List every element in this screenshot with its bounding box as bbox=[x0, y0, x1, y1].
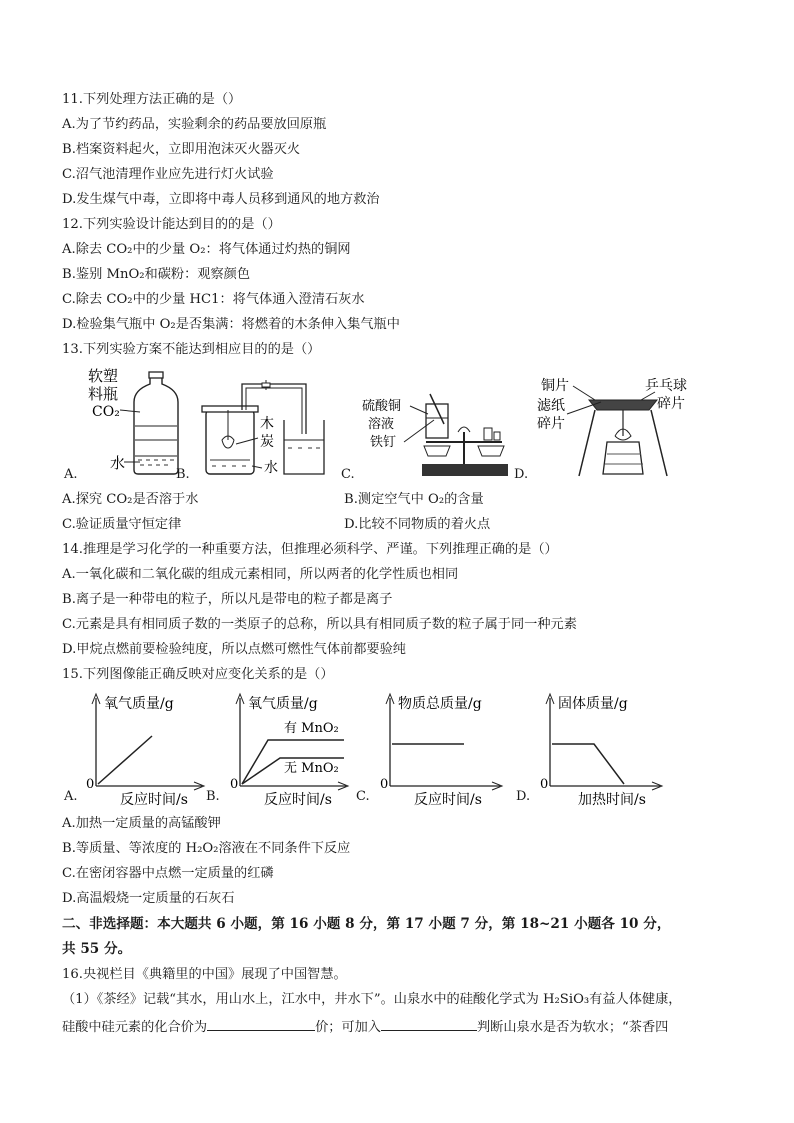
figb-label-1: 木 bbox=[260, 416, 274, 432]
q13-figure-c bbox=[360, 384, 510, 480]
q15-letter-b: B. bbox=[206, 789, 220, 804]
q13-figure-a bbox=[86, 364, 186, 480]
q15-letter-a: A. bbox=[64, 789, 78, 804]
q13-option-d: D.比较不同物质的着火点 bbox=[344, 517, 491, 532]
chart-a-xlabel: 反应时间/s bbox=[120, 792, 188, 806]
q13-letter-d: D. bbox=[514, 467, 529, 482]
q14-option-d: D.甲烷点燃前要检验纯度，所以点燃可燃性气体前都要验纯 bbox=[62, 642, 406, 657]
q13-figure-b bbox=[196, 380, 336, 480]
q16-p2-part-b: 价；可加入 bbox=[315, 1020, 381, 1035]
q12-stem: 12.下列实验设计能达到目的的是（） bbox=[62, 217, 281, 232]
q13-stem: 13.下列实验方案不能达到相应目的的是（） bbox=[62, 342, 321, 357]
q15-stem: 15.下列图像能正确反映对应变化关系的是（） bbox=[62, 667, 334, 682]
q13-option-a: A.探究 CO₂是否溶于水 bbox=[62, 492, 199, 507]
chart-b-xlabel: 反应时间/s bbox=[264, 792, 332, 806]
q16-p2-part-c: 判断山泉水是否为软水；“茶香四 bbox=[477, 1020, 669, 1035]
q15-option-d: D.高温煅烧一定质量的石灰石 bbox=[62, 891, 235, 906]
chart-c-origin: 0 bbox=[380, 777, 389, 792]
chart-a-origin: 0 bbox=[86, 777, 95, 792]
section2-heading-line2: 共 55 分。 bbox=[62, 941, 132, 957]
q11-option-a: A.为了节约药品，实验剩余的药品要放回原瓶 bbox=[62, 117, 327, 132]
q11-stem: 11.下列处理方法正确的是（） bbox=[62, 92, 242, 107]
chart-b-ylabel: 氧气质量/g bbox=[248, 696, 318, 712]
chart-d-xlabel: 加热时间/s bbox=[578, 792, 646, 806]
q16-paragraph-2 bbox=[62, 1016, 668, 1037]
q13-letter-b: B. bbox=[176, 467, 190, 482]
figc-label-3: 铁钉 bbox=[370, 435, 397, 450]
q11-option-d: D.发生煤气中毒，立即将中毒人员移到通风的地方救治 bbox=[62, 192, 380, 207]
q15-chart-a bbox=[84, 690, 208, 806]
q15-option-b: B.等质量、等浓度的 H₂O₂溶液在不同条件下反应 bbox=[62, 841, 351, 856]
figb-label-3: 水 bbox=[264, 460, 278, 476]
q16-blank-2[interactable] bbox=[381, 1016, 477, 1031]
q13-letter-c: C. bbox=[341, 467, 355, 482]
q16-p2-part-a: 硅酸中硅元素的化合价为 bbox=[62, 1020, 208, 1035]
q13-option-c: C.验证质量守恒定律 bbox=[62, 517, 182, 532]
q14-option-c: C.元素是具有相同质子数的一类原子的总称，所以具有相同质子数的粒子属于同一种元素 bbox=[62, 617, 577, 632]
q12-option-a: A.除去 CO₂中的少量 O₂：将气体通过灼热的铜网 bbox=[62, 242, 351, 257]
section2-heading-line1: 二、非选择题：本大题共 6 小题，第 16 小题 8 分，第 17 小题 7 分，第 18~21 小题各 10 分， bbox=[62, 916, 671, 932]
chart-c-xlabel: 反应时间/s bbox=[414, 792, 482, 806]
figd-label-3: 碎片 bbox=[657, 396, 685, 412]
chart-c-ylabel: 物质总质量/g bbox=[398, 696, 482, 712]
q16-blank-1[interactable] bbox=[207, 1016, 315, 1031]
chart-a-ylabel: 氧气质量/g bbox=[104, 696, 174, 712]
q14-stem: 14.推理是学习化学的一种重要方法，但推理必须科学、严谨。下列推理正确的是（） bbox=[62, 542, 558, 557]
q11-option-b: B.档案资料起火，立即用泡沫灭火器灭火 bbox=[62, 142, 301, 157]
q13-letter-a: A. bbox=[64, 467, 78, 482]
chart-b-curve-bottom: 无 MnO₂ bbox=[284, 761, 339, 776]
q15-chart-c bbox=[378, 690, 508, 806]
chart-d-ylabel: 固体质量/g bbox=[558, 696, 628, 712]
q12-option-b: B.鉴别 MnO₂和碳粉：观察颜色 bbox=[62, 267, 251, 282]
figc-label-1: 硫酸铜 bbox=[362, 399, 402, 414]
q15-letter-c: C. bbox=[356, 789, 370, 804]
figa-label-2: 料瓶 bbox=[88, 385, 119, 403]
figd-label-4: 滤纸 bbox=[537, 398, 565, 414]
figd-label-5: 碎片 bbox=[537, 416, 565, 432]
q15-chart-d bbox=[538, 690, 668, 806]
q11-option-c: C.沼气池清理作业应先进行灯火试验 bbox=[62, 167, 274, 182]
figa-label-3: CO₂ bbox=[92, 404, 120, 420]
figc-label-2: 溶液 bbox=[368, 417, 395, 432]
figa-label-4: 水 bbox=[110, 454, 126, 472]
q16-stem: 16.央视栏目《典籍里的中国》展现了中国智慧。 bbox=[62, 967, 347, 982]
q13-option-b: B.测定空气中 O₂的含量 bbox=[344, 492, 484, 507]
chart-b-origin: 0 bbox=[230, 777, 239, 792]
chart-b-curve-top: 有 MnO₂ bbox=[284, 721, 339, 736]
q13-figure-d bbox=[535, 376, 705, 480]
q14-option-a: A.一氧化碳和二氧化碳的组成元素相同，所以两者的化学性质也相同 bbox=[62, 567, 459, 582]
q15-chart-b bbox=[228, 690, 352, 806]
q12-option-c: C.除去 CO₂中的少量 HC1：将气体通入澄清石灰水 bbox=[62, 292, 365, 307]
figd-label-1: 铜片 bbox=[541, 378, 569, 394]
figd-label-2: 乒乓球 bbox=[645, 378, 687, 394]
figa-label-1: 软塑 bbox=[88, 367, 119, 385]
q14-option-b: B.离子是一种带电的粒子，所以凡是带电的粒子都是离子 bbox=[62, 592, 393, 607]
q15-option-a: A.加热一定质量的高锰酸钾 bbox=[62, 816, 221, 831]
q15-option-c: C.在密闭容器中点燃一定质量的红磷 bbox=[62, 866, 274, 881]
chart-d-origin: 0 bbox=[540, 777, 549, 792]
q12-option-d: D.检验集气瓶中 O₂是否集满：将燃着的木条伸入集气瓶中 bbox=[62, 317, 400, 332]
q15-letter-d: D. bbox=[516, 789, 531, 804]
q16-paragraph-1: （1）《茶经》记载“其水，用山水上，江水中，井水下”。山泉水中的硅酸化学式为 H₂SiO₃有益人体健康， bbox=[62, 992, 682, 1007]
figb-label-2: 炭 bbox=[260, 434, 274, 450]
